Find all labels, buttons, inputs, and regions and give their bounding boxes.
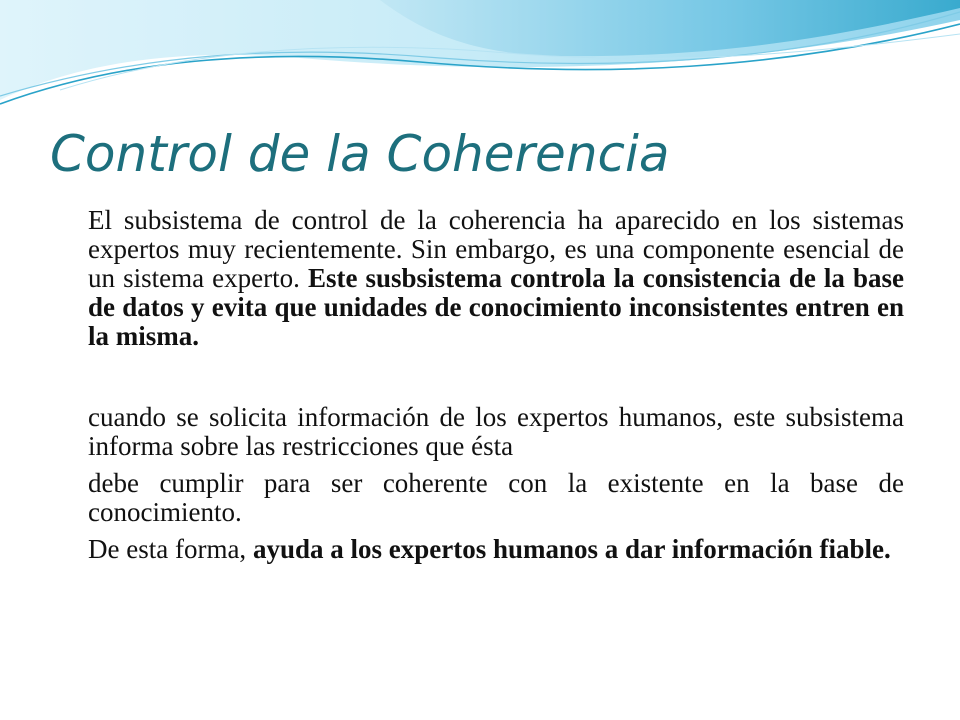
- paragraph-3: [88, 469, 904, 527]
- paragraph-3-text: debe cumplir para ser coherente con la existente en la base de conocimiento.: [88, 468, 904, 527]
- paragraph-4: [88, 535, 904, 564]
- decorative-wave-header: [0, 0, 960, 110]
- paragraph-1: [88, 206, 904, 351]
- paragraph-2-text: cuando se solicita información de los expertos humanos, este subsistema informa sobre las restricciones que ésta: [88, 402, 904, 461]
- paragraph-4-text: De esta forma,: [88, 534, 253, 564]
- slide-title: Control de la Coherencia: [50, 125, 670, 183]
- paragraph-4-bold-text: ayuda a los expertos humanos a dar información fiable.: [252, 534, 891, 564]
- slide-body: [88, 206, 904, 564]
- paragraph-1-bold-text: Este susbsistema controla la consistencia de la base de datos y evita que unidades de conocimiento inconsistentes entren en la misma.: [88, 263, 904, 351]
- paragraph-1-text: El subsistema de control de la coherencia ha aparecido en los sistemas expertos muy recientemente. Sin embargo, es una componente esencial de un sistema experto.: [88, 205, 904, 293]
- paragraph-2: [88, 403, 904, 461]
